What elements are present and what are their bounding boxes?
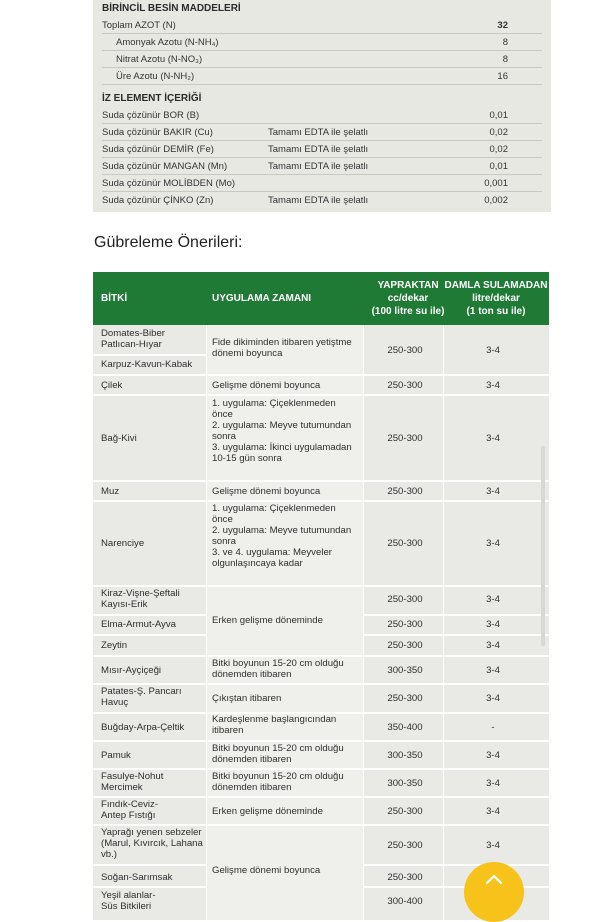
nutrient-label: Amonyak Azotu (N-NH₄)	[116, 37, 219, 48]
header-time: UYGULAMA ZAMANI	[212, 293, 312, 304]
time-cell: Kardeşlenme başlangıcından itibaren	[212, 714, 337, 736]
row-divider	[93, 585, 549, 587]
row-divider	[93, 354, 206, 356]
header-drip-1: DAMLA SULAMADAN	[444, 280, 548, 291]
nutrient-label: Toplam AZOT (N)	[102, 20, 176, 31]
nutrient-value: 8	[502, 54, 508, 65]
leaf-dose-cell: 300-350	[387, 778, 423, 789]
micro-note: Tamamı EDTA ile şelatlı	[268, 161, 369, 172]
time-cell: Gelişme dönemi boyunca	[212, 486, 321, 497]
nutrient-label: Nitrat Azotu (N-NO₃)	[116, 54, 203, 65]
micro-label: Suda çözünür BOR (B)	[102, 110, 200, 121]
row-divider	[93, 886, 206, 888]
crop-cell: Buğday-Arpa-Çeltik	[101, 722, 185, 733]
drip-dose-cell: 3-4	[486, 840, 500, 851]
micro-label: Suda çözünür DEMİR (Fe)	[102, 144, 214, 155]
header-leaf-2: cc/dekar	[387, 293, 429, 304]
crop-cell: Muz	[101, 486, 120, 497]
row-divider	[363, 614, 549, 616]
leaf-dose-cell: 250-300	[387, 840, 423, 851]
drip-dose-cell: 3-4	[486, 486, 500, 497]
leaf-dose-cell: 350-400	[387, 722, 423, 733]
nutrient-row	[102, 68, 542, 85]
time-cell: 1. uygulama: Çiçeklenmeden önce 2. uygulama: Meyve tutumundan sonra 3. uygulama: İkinci uygulamadan 10-15 gün sonra	[212, 398, 352, 464]
micro-value: 0,01	[489, 110, 508, 121]
crop-cell: Fasulye-Nohut Mercimek	[101, 771, 164, 793]
nutrient-row	[102, 17, 542, 34]
drip-dose-cell: 3-4	[486, 380, 500, 391]
crop-cell: Elma-Armut-Ayva	[101, 619, 176, 630]
drip-dose-cell: 3-4	[486, 594, 500, 605]
time-cell: Çıkıştan itibaren	[212, 693, 282, 704]
row-divider	[93, 683, 549, 685]
row-divider	[93, 864, 206, 866]
drip-dose-cell: 3-4	[486, 750, 500, 761]
primary-nutrients-title: BİRİNCİL BESİN MADDELERİ	[102, 3, 241, 14]
leaf-dose-cell: 250-300	[387, 619, 423, 630]
micro-value: 0,001	[484, 178, 508, 189]
time-cell: Gelişme dönemi boyunca	[212, 380, 321, 391]
leaf-dose-cell: 300-350	[387, 665, 423, 676]
time-cell: Bitki boyunun 15-20 cm olduğu dönemden itibaren	[212, 743, 344, 765]
time-cell: Erken gelişme döneminde	[212, 806, 323, 817]
crop-cell: Narenciye	[101, 538, 145, 549]
micro-row	[102, 158, 542, 175]
row-divider	[93, 655, 549, 657]
leaf-dose-cell: 250-300	[387, 538, 423, 549]
header-drip-2: litre/dekar	[472, 293, 520, 304]
crop-cell: Karpuz-Kavun-Kabak	[101, 359, 193, 370]
row-divider	[93, 480, 549, 482]
crop-cell: Yaprağı yenen sebzeler (Marul, Kıvırcık, Lahana vb.)	[101, 827, 203, 860]
nutrient-value: 16	[497, 71, 508, 82]
leaf-dose-cell: 250-300	[387, 433, 423, 444]
micro-label: Suda çözünür MOLİBDEN (Mo)	[102, 178, 236, 189]
drip-dose-cell: 3-4	[486, 619, 500, 630]
drip-dose-cell: -	[491, 722, 495, 733]
nutrient-value: 8	[502, 37, 508, 48]
leaf-dose-cell: 250-300	[387, 380, 423, 391]
section-heading: Gübreleme Önerileri:	[94, 234, 243, 251]
leaf-dose-cell: 300-350	[387, 750, 423, 761]
crop-cell: Soğan-Sarımsak	[101, 872, 173, 883]
time-cell: Gelişme dönemi boyunca	[212, 865, 321, 876]
micro-label: Suda çözünür BAKIR (Cu)	[102, 127, 213, 138]
micro-note: Tamamı EDTA ile şelatlı	[268, 144, 369, 155]
row-divider	[363, 634, 549, 636]
crop-cell: Mısır-Ayçiçeği	[101, 665, 162, 676]
crop-cell: Kiraz-Vişne-Şeftali Kayısı-Erik	[101, 588, 180, 610]
crop-cell: Çilek	[101, 380, 123, 391]
scroll-up-icon	[485, 872, 503, 886]
time-cell: Bitki boyunun 15-20 cm olduğu dönemden itibaren	[212, 771, 344, 793]
row-divider	[93, 634, 206, 636]
leaf-dose-cell: 250-300	[387, 693, 423, 704]
micro-note: Tamamı EDTA ile şelatlı	[268, 127, 369, 138]
time-cell: 1. uygulama: Çiçeklenmeden önce 2. uygulama: Meyve tutumundan sonra 3. ve 4. uygulama: Meyveler olgunlaşıncaya kadar	[212, 503, 352, 569]
row-divider	[93, 374, 549, 376]
drip-dose-cell: 3-4	[486, 693, 500, 704]
micro-value: 0,02	[489, 144, 508, 155]
crop-cell: Bağ-Kivi	[101, 433, 137, 444]
drip-dose-cell: 3-4	[486, 538, 500, 549]
leaf-dose-cell: 250-300	[387, 594, 423, 605]
micro-row	[102, 175, 542, 192]
micro-row	[102, 141, 542, 158]
row-divider	[93, 614, 206, 616]
drip-dose-cell: 3-4	[486, 640, 500, 651]
drip-dose-cell: 3-4	[486, 665, 500, 676]
time-cell: Erken gelişme döneminde	[212, 615, 323, 626]
micro-value: 0,02	[489, 127, 508, 138]
crop-cell: Zeytin	[101, 640, 128, 651]
row-divider	[363, 864, 549, 866]
header-leaf-3: (100 litre su ile)	[371, 306, 445, 317]
leaf-dose-cell: 250-300	[387, 640, 423, 651]
col-divider	[363, 325, 364, 920]
crop-cell: Fındık-Ceviz- Antep Fıstığı	[101, 799, 159, 821]
header-leaf-1: YAPRAKTAN	[377, 280, 439, 291]
leaf-dose-cell: 300-400	[387, 896, 423, 907]
header-drip-3: (1 ton su ile)	[466, 306, 526, 317]
micro-row	[102, 107, 542, 124]
crop-cell: Pamuk	[101, 750, 131, 761]
scroll-to-top-button[interactable]	[464, 862, 524, 922]
fertilization-table	[93, 272, 549, 920]
leaf-dose-cell: 250-300	[387, 345, 423, 356]
micro-elements-title: İZ ELEMENT İÇERİĞİ	[102, 93, 202, 104]
col-divider	[206, 325, 207, 920]
time-cell: Fide dikiminden itibaren yetiştme dönemi boyunca	[212, 337, 352, 359]
row-divider	[93, 740, 549, 742]
crop-cell: Domates-Biber Patlıcan-Hıyar	[101, 328, 165, 350]
micro-row	[102, 192, 542, 208]
micro-row	[102, 124, 542, 141]
row-divider	[93, 824, 549, 826]
crop-cell: Yeşil alanlar- Süs Bitkileri	[101, 890, 156, 912]
nutrient-value: 32	[497, 20, 508, 31]
micro-label: Suda çözünür ÇİNKO (Zn)	[102, 195, 214, 206]
micro-value: 0,01	[489, 161, 508, 172]
nutrient-row	[102, 51, 542, 68]
drip-dose-cell: 3-4	[486, 778, 500, 789]
drip-dose-cell: 3-4	[486, 806, 500, 817]
table-header	[93, 272, 549, 325]
crop-cell: Patates-Ş. Pancarı Havuç	[101, 686, 182, 708]
scrollbar[interactable]	[541, 446, 545, 646]
time-cell: Bitki boyunun 15-20 cm olduğu dönemden itibaren	[212, 658, 344, 680]
drip-dose-cell: 3-4	[486, 345, 500, 356]
nutrient-label: Üre Azotu (N-NH₂)	[116, 71, 195, 82]
leaf-dose-cell: 250-300	[387, 486, 423, 497]
micro-note: Tamamı EDTA ile şelatlı	[268, 195, 369, 206]
micro-label: Suda çözünür MANGAN (Mn)	[102, 161, 228, 172]
row-divider	[93, 500, 549, 502]
micro-value: 0,002	[484, 195, 508, 206]
nutrient-row	[102, 34, 542, 51]
leaf-dose-cell: 250-300	[387, 806, 423, 817]
row-divider	[93, 796, 549, 798]
nutrient-table	[93, 0, 551, 212]
row-divider	[93, 394, 549, 396]
header-crop: BİTKİ	[101, 293, 128, 304]
row-divider	[93, 768, 549, 770]
drip-dose-cell: 3-4	[486, 433, 500, 444]
leaf-dose-cell: 250-300	[387, 872, 423, 883]
